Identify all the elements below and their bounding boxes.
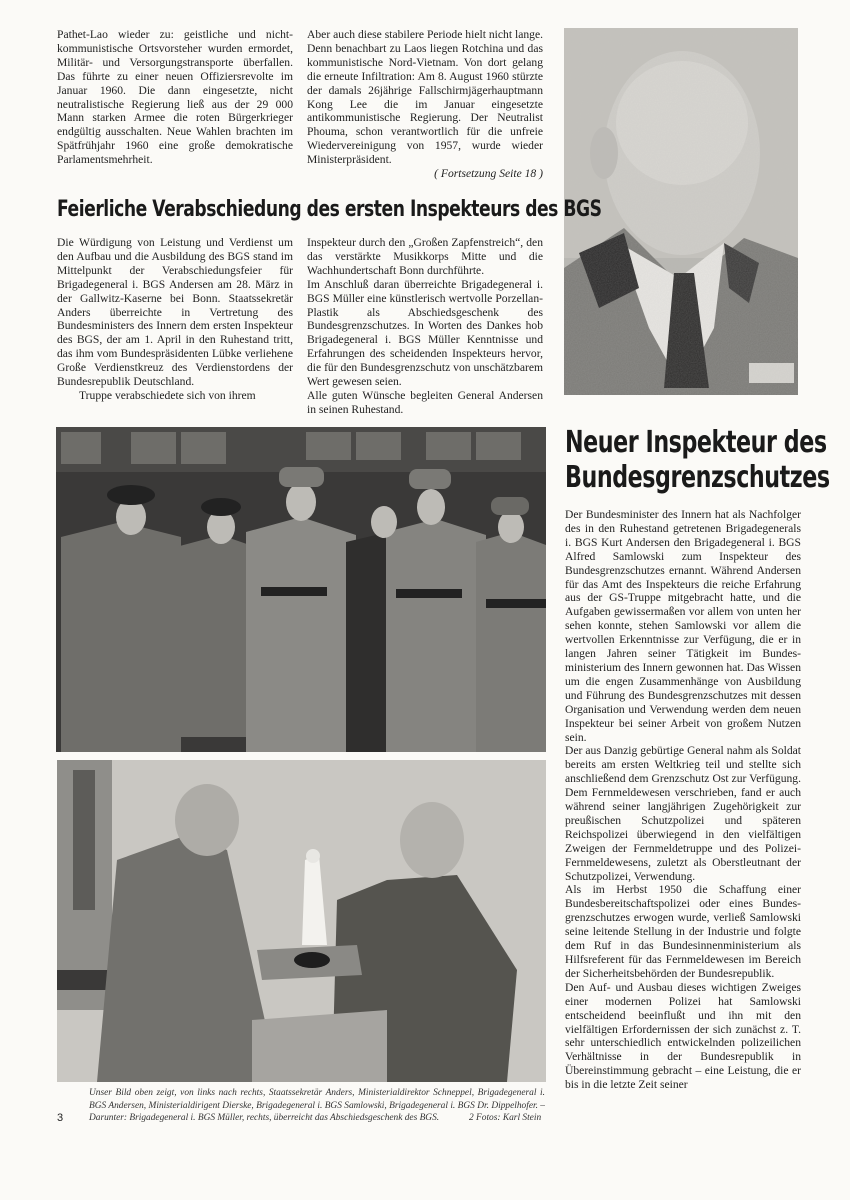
paragraph: Den Auf- und Ausbau dieses wichtigen Zweiges einer modernen Polizei hat Samlowski entscheidend beeinflußt und ihn mit den vielfältigen Erfordernissen der sich zunächst z. T. sehr unterschiedlich entwickelnden polizeilichen Verhältnisse in der Bundesrepublik in Übereinstimmung gebracht – eine Leistung, die er bis in die letzte Zeit seiner (565, 980, 801, 1092)
new-inspector-headline (565, 425, 830, 495)
page-number: 3 (57, 1112, 64, 1124)
paragraph: Pathet-Lao wieder zu: geistliche und nichtkommunistische Ortsvorsteher wurden ermordet, Militär- und Versorgungstransporte überfallen. Das führte zu einer neuen Offiziersrevolte im Januar 1960. Die dann eingesetzte, nicht neutralistische Regierung ließ aus der 29 000 Mann starken Armee die roten Bürgerkrieger endgültig ausschalten. Neue Wahlen brachten im Spätfrühjahr 1960 eine große demokratische Parlamentsmehrheit. (57, 28, 293, 167)
group-photo (56, 427, 546, 752)
group-image (56, 427, 546, 752)
photo-credit: 2 Fotos: Karl Stein (469, 1113, 542, 1123)
headline-line1: Neuer Inspekteur des (565, 425, 827, 460)
photo-caption: Unser Bild oben zeigt, von links nach rechts, Staatssekretär Anders, Ministerialdirektor Schneppel, Brigadegeneral i. BGS Andersen, Ministerialdirigent Dierske, Brigadegeneral i. BGS Samlowski, Brigadegeneral i. BGS Dr. Dippelhofer. – Darunter: Brigadegeneral i. BGS Müller, rechts, überreicht das Abschiedsgeschenk des BGS. (89, 1088, 545, 1123)
paragraph: Der aus Danzig gebürtige General nahm als Soldat bereits am ersten Weltkrieg teil und stellte sich anschließend dem Grenzschutz Ost zur Verfügung. Dem Fernmeldewesen verschrieben, fand er auch während seiner langjährigen Zugehörigkeit zur preußischen Schutzpolizei und späteren Reichspolizei überwiegend in den vielfältigen Zweigen der Fernmeldetruppe und des Polizei-Fernmeldewesens, zuletzt als Oberstleutnant der Schutzpolizei, Verwendung. (565, 744, 801, 883)
paragraph: Truppe verabschiedete sich von ihrem (79, 388, 256, 402)
gift-photo (57, 760, 546, 1082)
new-inspector-col (565, 508, 801, 1092)
paragraph: Im Anschluß daran überreichte Brigadegeneral i. BGS Müller eine künstlerisch wertvolle Porzellan-Plastik als Abschiedsgeschenk des Bundesgrenzschutzes. In Worten des Dankes hob Brigadegeneral i. BGS Müller Kenntnisse und Erfahrungen des scheidenden Inspekteurs hervor, die für den Bundesgrenzschutz von unschätzbarem Wert gewesen seien. (307, 277, 543, 389)
paragraph: Alle guten Wünsche begleiten General Andersen in seinen Ruhestand. (307, 388, 543, 416)
paragraph: Der Bundesminister des Innern hat als Nachfolger des in den Ruhestand getretenen Brigadegenerals i. BGS Kurt Andersen den Brigadegeneral i. BGS Alfred Samlowski zum Inspekteur des Bundesgrenzschutzes ernannt. Während Andersen für das Amt des Inspekteurs die reiche Erfahrung aus der GS-Truppe mitgebracht hatte, und die Aufgaben gewissermaßen vor allem von unten her sehen konnte, stehen Samlowski vor allem die wertvollen Erkenntnisse zur Verfügung, die er in langen Jahren seiner Tätigkeit im Bundesministerium des Innern gewonnen hat. Das Wissen um die engen Zusammenhänge von Ausbildung und Führung des Bundesgrenzschutzes mit dessen Organisation und Verwendung werden dem neuen Inspekteur bei seiner Arbeit von großem Nutzen sein. (565, 508, 801, 744)
top-article-col1 (57, 28, 293, 167)
farewell-headline: Feierliche Verabschiedung des ersten Inspekteurs des BGS (57, 197, 602, 222)
continuation-note: ( Fortsetzung Seite 18 ) (434, 167, 543, 181)
farewell-col2 (307, 236, 543, 417)
gift-image (57, 760, 546, 1082)
paragraph: Als im Herbst 1950 die Schaffung einer Bundesbereitschaftspolizei oder eines Bundesgrenzschutzes erwogen wurde, verließ Samlowski seine leitende Stellung in der Industrie und folgte dem Ruf in das Bundesinnenministerium als Hilfsreferent für das Fernmeldewesen im Bereich der Sicherheitsbehörden der Bundesrepublik. (565, 883, 801, 980)
top-article-col2 (307, 28, 543, 181)
paragraph: Die Würdigung von Leistung und Verdienst um den Aufbau und die Ausbildung des BGS stand im Mittelpunkt der Verabschiedungsfeier für Brigadegeneral i. BGS Andersen am 28. März in der Gallwitz-Kaserne bei Bonn. Staatssekretär Anders überreichte in Vertretung des Bundesministers des Innern dem ersten Inspekteur des BGS, der am 1. April in den Ruhestand tritt, das ihm vom Bundespräsidenten Lübke verliehene Große Verdienstkreuz des Verdienstordens der Bundesrepublik Deutschland. (57, 236, 293, 389)
paragraph: Aber auch diese stabilere Periode hielt nicht lange. Denn benachbart zu Laos liegen Rotchina und das kommunistische Nord-Vietnam. Von dort gelang die erneute Infiltration: Am 8. August 1960 stürzte der damals 26jährige Fallschirmjägerhauptmann Kong Lee die im Januar eingesetzte antikommunistische Regierung. Der Neutralist Phouma, schon verantwortlich für die unfreie Wiedervereinigung von 1957, wurde wieder Ministerpräsident. (307, 28, 543, 167)
paragraph: Inspekteur durch den „Großen Zapfenstreich“, den das verstärkte Musikkorps Mitte und die Wachhundertschaft Bonn durchführte. (307, 236, 543, 277)
farewell-col1 (57, 236, 293, 403)
headline-line2: Bundesgrenzschutzes (565, 460, 830, 495)
